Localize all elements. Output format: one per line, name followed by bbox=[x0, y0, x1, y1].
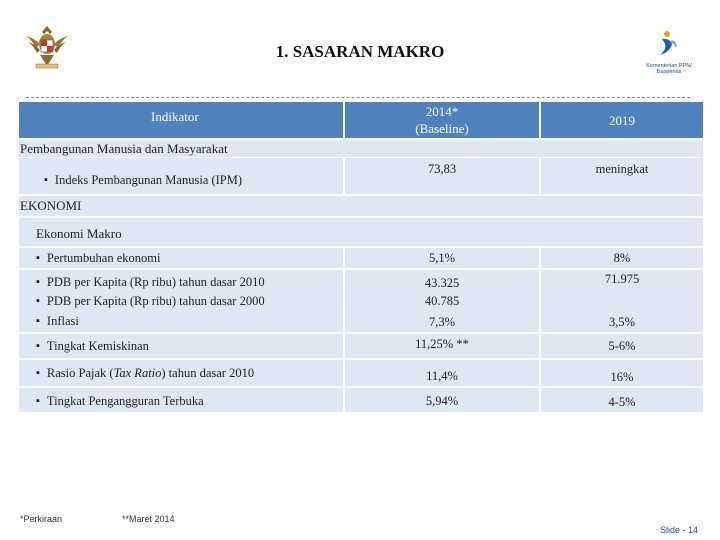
value-rasio-2019: 16% bbox=[610, 369, 634, 384]
col-header-indikator-label: Indikator bbox=[151, 109, 199, 124]
row-label-pdb2010-text: ▪ PDB per Kapita (Rp ribu) tahun dasar 2010 bbox=[46, 274, 265, 289]
value-inflasi-2019: 3,5% bbox=[608, 314, 636, 329]
logo-text-line2: Bappenas bbox=[656, 69, 682, 75]
row-label-kemiskinan-text: ▪ Tingkat Kemiskinan bbox=[46, 338, 149, 353]
bappenas-logo bbox=[640, 28, 698, 80]
row-label-pdb2000 bbox=[36, 292, 265, 310]
value-ipm-2019: meningkat bbox=[595, 161, 649, 176]
value-ipm-2014: 73,83 bbox=[427, 161, 457, 176]
slide-number: Slide - 14 bbox=[660, 525, 699, 535]
row-label-inflasi bbox=[36, 312, 79, 330]
col-header-2014-year: 2014* bbox=[425, 104, 459, 119]
row-label-pdb2000-text: ▪ PDB per Kapita (Rp ribu) tahun dasar 2000 bbox=[46, 293, 265, 308]
value-kemiskinan-2014: 11,25% ** bbox=[415, 336, 469, 351]
value-pdb2000-2014: 40.785 bbox=[424, 293, 460, 308]
value-rasio-2014: 11,4% bbox=[426, 368, 458, 383]
value-inflasi-2014: 7,3% bbox=[428, 314, 456, 329]
row-label-ipm bbox=[44, 171, 242, 189]
value-pertumbuhan-2019: 8% bbox=[613, 250, 631, 265]
subsection-label-makro: Ekonomi Makro bbox=[36, 226, 122, 241]
page-title: 1. SASARAN MAKRO bbox=[275, 42, 445, 61]
row-label-pengangguran-text: ▪ Tingkat Pengangguran Terbuka bbox=[46, 393, 204, 408]
col-header-2014-baseline: (Baseline) bbox=[415, 121, 469, 136]
row-label-pdb2010 bbox=[36, 273, 265, 291]
bappenas-logo-icon bbox=[640, 28, 698, 58]
title-divider bbox=[26, 97, 690, 98]
subsection-band-makro bbox=[19, 218, 703, 246]
row-label-pertumbuhan-text: ▪ Pertumbuhan ekonomi bbox=[46, 250, 161, 265]
row-label-rasio bbox=[36, 364, 254, 382]
footnote-maret: **Maret 2014 bbox=[122, 514, 175, 524]
value-pertumbuhan-2014: 5,1% bbox=[428, 250, 456, 265]
col-header-2019-label: 2019 bbox=[609, 112, 635, 128]
row-label-rasio-post: ) tahun dasar 2010 bbox=[161, 365, 255, 380]
row-label-pertumbuhan bbox=[36, 249, 160, 267]
col-header-2019 bbox=[541, 102, 703, 138]
row-label-kemiskinan bbox=[36, 337, 149, 355]
value-pdb2010-2019: 71.975 bbox=[604, 271, 640, 286]
value-pengangguran-2014: 5,94% bbox=[425, 393, 459, 408]
col-header-indikator bbox=[19, 102, 343, 138]
row-label-rasio-pre: ▪ Rasio Pajak ( bbox=[46, 365, 114, 380]
value-pengangguran-2019: 4-5% bbox=[608, 394, 636, 409]
section-band-ekonomi bbox=[19, 196, 703, 216]
section-label-pmm: Pembangunan Manusia dan Masyarakat bbox=[20, 141, 228, 156]
section-label-ekonomi: EKONOMI bbox=[20, 198, 82, 213]
value-pdb2010-2014: 43.325 bbox=[424, 275, 460, 290]
row-label-inflasi-text: ▪ Inflasi bbox=[46, 313, 79, 328]
footnote-perkiraan: *Perkiraan bbox=[20, 514, 63, 524]
row-label-rasio-italic: Tax Ratio bbox=[113, 365, 162, 380]
logo-text-line1: Kementerian PPN/ bbox=[646, 63, 692, 69]
row-label-ipm-text: ▪ Indeks Pembangunan Manusia (IPM) bbox=[54, 172, 243, 187]
col-header-2014 bbox=[345, 102, 539, 138]
row-label-pengangguran bbox=[36, 392, 204, 410]
value-kemiskinan-2019: 5-6% bbox=[608, 338, 636, 353]
